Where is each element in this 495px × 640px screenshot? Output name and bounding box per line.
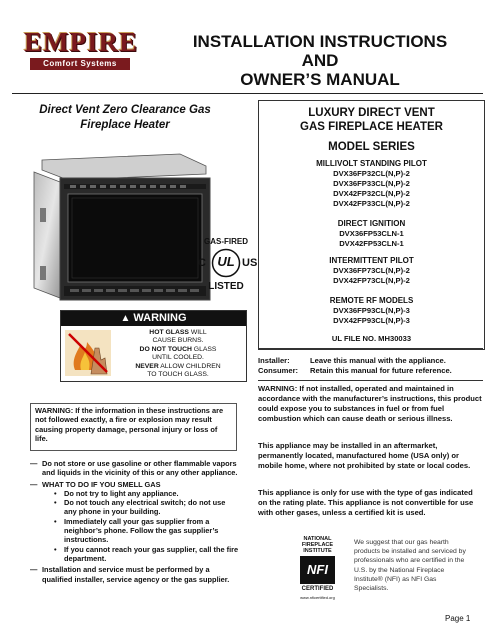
warning-heading: WARNING — [133, 312, 187, 324]
sub-item-text: Do not touch any electrical switch; do not use any phone in your building. — [64, 498, 226, 517]
product-subtitle — [12, 103, 238, 133]
model-number: DVX42FP73CL(N,P)-2 — [333, 276, 410, 285]
warning-cause-burns: CAUSE BURNS. — [152, 337, 204, 345]
group-heading: MILLIVOLT STANDING PILOT — [316, 159, 427, 168]
page-title — [160, 32, 480, 89]
model-series-box — [258, 100, 485, 350]
remote-rf-group — [259, 296, 484, 326]
nfi-header — [290, 536, 345, 554]
sub-list-item: • Immediately call your gas supplier from a neighbor’s phone. Follow the gas supplier’s instructions. — [54, 516, 219, 545]
safety-list — [30, 459, 240, 586]
model-number: DVX36FP73CL(N,P)-2 — [333, 266, 410, 275]
model-number: DVX36FP53CLN-1 — [339, 229, 404, 238]
combustion-warning: WARNING: If not installed, operated and maintained in accordance with the manufacturer’s instructions, this product could expose you to substances in fuel or from fuel combustion which can cause death or serious illness. — [258, 384, 482, 423]
ul-listed-logo — [195, 237, 257, 299]
sub-list-item: • Do not touch any electrical switch; do not use any phone in your building. — [54, 498, 226, 517]
nfi-certified-label: CERTIFIED — [301, 586, 334, 592]
warning-do-not-touch: DO NOT TOUCH — [139, 345, 192, 353]
warning-hot-glass: HOT GLASS — [149, 329, 189, 336]
list-item-text: Installation and service must be performed by a qualified installer, service agency or the gas supplier. — [42, 565, 230, 584]
list-item: — Do not store or use gasoline or other flammable vapors and liquids in the vicinity of this or any other appliance. — [30, 459, 238, 478]
page-number: Page 1 — [445, 614, 471, 623]
ul-c-label: C — [198, 257, 206, 269]
warning-will: WILL — [188, 329, 207, 336]
warning-touch-glass: TO TOUCH GLASS. — [147, 371, 209, 379]
list-item: — WHAT TO DO IF YOU SMELL GAS • Do not try to light any appliance. • Do not touch any electrical switch; do not use any phone in your building. • Immediately call your gas supplier from a neighbor’s phone. Follow the gas supplier’s instructions. • If you cannot reach your gas supplier, call the fire department. — [30, 479, 239, 563]
title-line-1: INSTALLATION INSTRUCTIONS — [192, 32, 448, 51]
model-number: DVX36FP93CL(N,P)-3 — [333, 306, 410, 315]
warning-glass: GLASS — [191, 345, 217, 353]
group-heading: INTERMITTENT PILOT — [329, 256, 414, 265]
subtitle-line-2: Fireplace Heater — [80, 119, 170, 131]
title-line-3: OWNER’S MANUAL — [240, 70, 400, 89]
empire-logo — [24, 28, 136, 72]
fire-explosion-warning: WARNING: If the information in these instructions are not followed exactly, a fire or explosion may result causing property damage, personal injury or loss of life. — [30, 403, 237, 451]
sub-list-item: • If you cannot reach your gas supplier, call the fire department. — [54, 544, 239, 563]
model-number: DVX42FP53CLN-1 — [339, 239, 404, 248]
millivolt-group — [259, 159, 484, 209]
warning-until-cooled: UNTIL COOLED. — [152, 354, 204, 362]
gas-type-note: This appliance is only for use with the type of gas indicated on the rating plate. This appliance is not convertible for use with other gases, unless a certified kit is used. — [258, 488, 474, 517]
product-title-line-2: GAS FIREPLACE HEATER — [300, 121, 443, 133]
consumer-text: Retain this manual for future reference. — [310, 366, 452, 375]
divider — [258, 380, 483, 381]
list-item: — Installation and service must be performed by a qualified installer, service agency or the gas supplier. — [30, 565, 230, 584]
list-item-text: WHAT TO DO IF YOU SMELL GAS — [42, 479, 161, 489]
hand-flame-icon — [65, 330, 111, 376]
model-number: DVX36FP33CL(N,P)-2 — [333, 179, 410, 188]
ul-us-label: US — [242, 257, 258, 269]
group-heading: DIRECT IGNITION — [337, 219, 406, 228]
nfi-line-3: INSTITUTE — [303, 548, 332, 554]
ul-listed-label: LISTED — [208, 281, 244, 292]
model-number: DVX42FP33CL(N,P)-2 — [333, 199, 410, 208]
logo-subtitle: Comfort Systems — [30, 58, 130, 70]
fireplace-image — [30, 148, 220, 305]
nfi-certified-logo — [290, 536, 345, 606]
nfi-suggestion-text: We suggest that our gas hearth products be installed and serviced by professionals who are certified in the U.S. by the National Fireplace Institute® (NFI) as NFI Gas Specialists. — [354, 539, 466, 593]
nfi-line-1: NATIONAL — [303, 536, 332, 542]
product-title — [259, 106, 484, 134]
product-title-line-1: LUXURY DIRECT VENT — [308, 107, 435, 119]
warning-triangle-icon: ▲ — [120, 313, 131, 324]
direct-ignition-group — [259, 219, 484, 249]
model-number: DVX42FP93CL(N,P)-3 — [333, 316, 410, 325]
sub-list-item: • Do not try to light any appliance. — [54, 488, 179, 498]
warning-header — [61, 311, 246, 326]
installer-label: Installer: — [258, 356, 290, 365]
hot-glass-warning — [60, 310, 247, 382]
sub-item-text: Do not try to light any appliance. — [64, 488, 179, 498]
nfi-mark: NFI — [300, 556, 335, 584]
group-heading: REMOTE RF MODELS — [329, 296, 414, 305]
consumer-label: Consumer: — [258, 366, 299, 375]
title-line-2: AND — [301, 51, 339, 70]
warning-allow-children: ALLOW CHILDREN — [158, 362, 221, 370]
ul-gas-fired-label: GAS-FIRED — [204, 237, 248, 246]
subtitle-line-1: Direct Vent Zero Clearance Gas — [39, 104, 211, 116]
sub-item-text: Immediately call your gas supplier from a neighbor’s phone. Follow the gas supplier’s instructions. — [64, 516, 219, 545]
warning-never: NEVER — [135, 362, 159, 370]
model-number: DVX36FP32CL(N,P)-2 — [333, 169, 410, 178]
intermittent-pilot-group — [259, 256, 484, 286]
ul-file-number: UL FILE NO. MH30033 — [331, 334, 412, 343]
nfi-line-2: FIREPLACE — [301, 542, 334, 548]
nfi-url: www.nficertified.org — [300, 595, 335, 600]
sub-item-text: If you cannot reach your gas supplier, call the fire department. — [64, 544, 239, 563]
ul-mark: UL — [217, 254, 235, 269]
header-divider — [12, 93, 483, 94]
manufactured-home-note: This appliance may be installed in an aftermarket, permanently located, manufactured home (USA only) or mobile home, where not prohibited by state or local codes. — [258, 441, 471, 470]
model-series-heading: MODEL SERIES — [328, 141, 415, 153]
warning-text — [113, 329, 243, 379]
model-number: DVX42FP32CL(N,P)-2 — [333, 189, 410, 198]
logo-brand: EMPIRE — [24, 27, 138, 57]
installer-notice — [258, 356, 483, 376]
divider — [258, 348, 483, 349]
list-item-text: Do not store or use gasoline or other flammable vapors and liquids in the vicinity of this or any other appliance. — [42, 459, 238, 478]
installer-text: Leave this manual with the appliance. — [310, 356, 446, 365]
